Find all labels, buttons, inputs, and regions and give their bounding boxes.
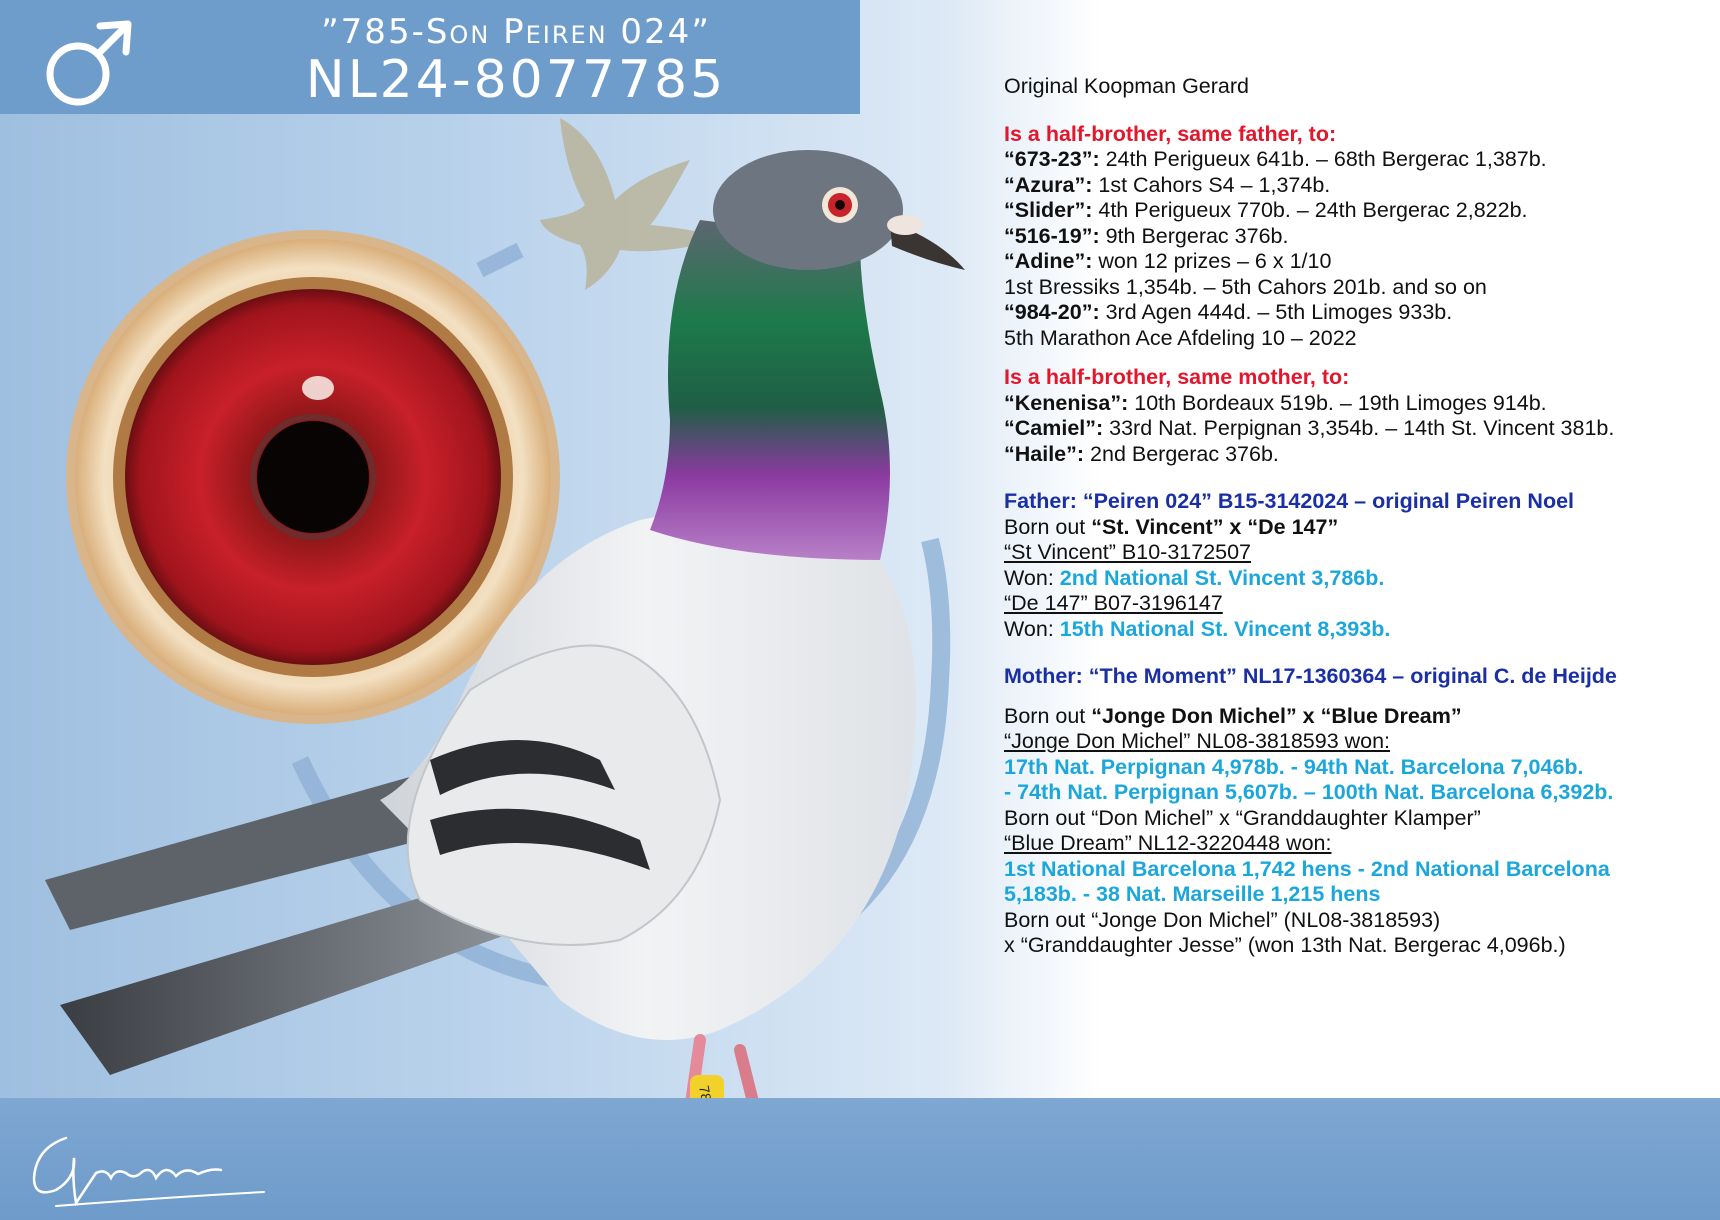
father-won-line: Won: 2nd National St. Vincent 3,786b. [1004,565,1385,590]
father-heading: Father: “Peiren 024” B15-3142024 – original Peiren Noel [1004,489,1575,513]
father-won-line: Won: 15th National St. Vincent 8,393b. [1004,616,1391,641]
father-dam-line: “De 147” B07-3196147 [1004,591,1223,615]
mother-sire-results: 17th Nat. Perpignan 4,978b. - 94th Nat. Barcelona 7,046b. [1004,754,1584,779]
koopman-signature-logo [16,1118,266,1218]
mother-dam-results: 1st National Barcelona 1,742 hens - 2nd National Barcelona [1004,856,1610,881]
half-mother-line: “Haile”: 2nd Bergerac 376b. [1004,441,1279,466]
half-mother-line: “Camiel”: 33rd Nat. Perpignan 3,354b. – 14th St. Vincent 381b. [1004,416,1615,440]
mother-sire-line: “Jonge Don Michel” NL08-3818593 won: [1004,729,1391,753]
half-mother-line: “Kenenisa”: 10th Bordeaux 519b. – 19th Limoges 914b. [1004,390,1547,415]
mother-dam-line: “Blue Dream” NL12-3220448 won: [1004,831,1332,855]
mother-sire-results: - 74th Nat. Perpignan 5,607b. – 100th Nat. Barcelona 6,392b. [1004,780,1614,804]
father-born-line: Born out “St. Vincent” x “De 147” [1004,514,1339,539]
half-father-line: “673-23”: 24th Perigueux 641b. – 68th Bergerac 1,387b. [1004,147,1547,171]
half-mother-heading: Is a half-brother, same mother, to: [1004,365,1350,389]
father-sire-line: “St Vincent” B10-3172507 [1004,540,1252,564]
ring-number: NL24-8077785 [305,50,727,110]
half-father-line: “Slider”: 4th Perigueux 770b. – 24th Bergerac 2,822b. [1004,198,1528,222]
pedigree-text [1004,74,1704,959]
mother-dam-born-line: Born out “Jonge Don Michel” (NL08-3818593) [1004,907,1441,932]
mother-dam-born-line: x “Granddaughter Jesse” (won 13th Nat. Bergerac 4,096b.) [1004,933,1566,957]
half-father-heading: Is a half-brother, same father, to: [1004,121,1337,146]
half-father-line: 5th Marathon Ace Afdeling 10 – 2022 [1004,325,1357,350]
pigeon-name: ”785-Son Peiren 024” [321,12,711,52]
half-father-line: “984-20”: 3rd Agen 444d. – 5th Limoges 933b. [1004,300,1453,324]
half-father-line: “Adine”: won 12 prizes – 6 x 1/10 [1004,249,1332,273]
mother-sire-born-line: Born out “Don Michel” x “Granddaughter Klamper” [1004,805,1481,830]
half-father-line: 1st Bressiks 1,354b. – 5th Cahors 201b. and so on [1004,274,1487,299]
mother-dam-results: 5,183b. - 38 Nat. Marseille 1,215 hens [1004,882,1381,906]
breeder-line: Original Koopman Gerard [1004,74,1249,98]
half-father-line: “516-19”: 9th Bergerac 376b. [1004,223,1289,248]
mother-born-line: Born out “Jonge Don Michel” x “Blue Dream” [1004,703,1462,728]
half-father-line: “Azura”: 1st Cahors S4 – 1,374b. [1004,172,1331,197]
mother-heading: Mother: “The Moment” NL17-1360364 – original C. de Heijde [1004,664,1617,688]
